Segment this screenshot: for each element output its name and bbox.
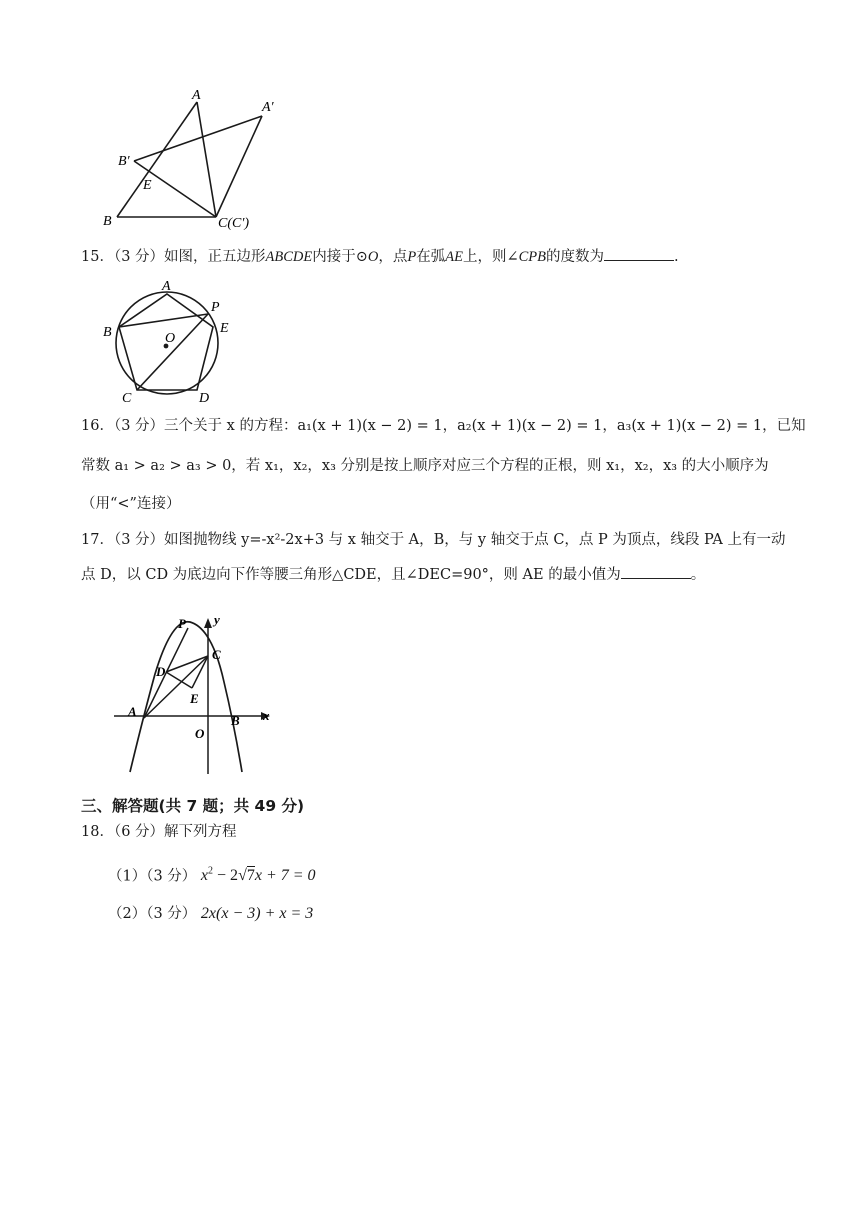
label-A: A bbox=[128, 704, 137, 719]
question-end: . bbox=[674, 249, 679, 265]
question-number: 18． bbox=[81, 824, 114, 840]
math-p: P bbox=[407, 249, 417, 265]
question-text: 三个关于 x 的方程：a₁(x + 1)(x − 2) = 1，a₂(x + 1)(x − 2) = 1，a₃(x + 1)(x − 2) = 1，已知 bbox=[164, 418, 806, 434]
section-heading: 三、解答题(共 7 题；共 49 分) bbox=[81, 797, 305, 815]
label-O: O bbox=[195, 726, 205, 741]
segment-AC bbox=[197, 102, 216, 217]
answer-blank[interactable] bbox=[604, 246, 674, 261]
part-label: （2）（3 分） bbox=[108, 906, 197, 922]
question-17-line-1 bbox=[81, 530, 786, 550]
segment-AC bbox=[144, 656, 208, 718]
math-angle-cpb: ∠CPB bbox=[506, 249, 547, 265]
sqrt-radicand: 7 bbox=[246, 867, 255, 885]
question-15 bbox=[81, 246, 679, 267]
segment-PA bbox=[144, 628, 188, 718]
question-16-line-1 bbox=[81, 416, 806, 436]
math-ae: AE bbox=[445, 249, 463, 265]
label-E: E bbox=[220, 321, 229, 336]
question-18-part-1 bbox=[108, 862, 316, 886]
figure-parabola bbox=[100, 604, 290, 782]
label-B: B bbox=[231, 713, 240, 728]
label-A-prime: A′ bbox=[262, 100, 274, 115]
equation-2: 2x(x − 3) + x = 3 bbox=[200, 905, 314, 922]
equation-var: x bbox=[200, 867, 209, 885]
question-text: ，点 bbox=[378, 249, 408, 265]
question-score: （6 分） bbox=[113, 824, 165, 840]
question-text: 解下列方程 bbox=[164, 824, 237, 840]
question-end: 。 bbox=[690, 567, 706, 583]
question-score: （3 分） bbox=[113, 532, 165, 548]
segment-A'B' bbox=[134, 116, 262, 161]
question-number: 17． bbox=[81, 532, 114, 548]
label-B: B bbox=[103, 214, 112, 229]
equation-part: − 2 bbox=[213, 867, 239, 885]
label-x: x bbox=[263, 708, 270, 723]
label-A: A bbox=[192, 88, 201, 103]
equation-exponent: 2 bbox=[208, 866, 214, 877]
question-text: 在弧 bbox=[416, 249, 446, 265]
question-score: （3 分） bbox=[113, 418, 165, 434]
label-E: E bbox=[190, 691, 199, 706]
label-C: C(C′) bbox=[218, 216, 250, 231]
question-16-line-3 bbox=[81, 494, 180, 514]
question-number: 15． bbox=[81, 249, 114, 265]
segment-A'C bbox=[216, 116, 262, 217]
question-text: 如图抛物线 y=-x²-2x+3 与 x 轴交于 A，B，与 y 轴交于点 C，点 P 为顶点，线段 PA 上有一动 bbox=[164, 532, 786, 548]
label-B-prime: B′ bbox=[118, 154, 130, 169]
label-P: P bbox=[178, 616, 186, 631]
label-D: D bbox=[156, 664, 166, 679]
parabola-curve bbox=[130, 622, 242, 772]
question-number: 16． bbox=[81, 418, 114, 434]
label-A: A bbox=[162, 279, 171, 294]
question-score: （3 分） bbox=[113, 249, 165, 265]
question-16-line-2 bbox=[81, 456, 769, 476]
question-text: 内接于 bbox=[312, 249, 356, 265]
label-B: B bbox=[103, 325, 112, 340]
question-text: 上，则 bbox=[462, 249, 507, 265]
label-P: P bbox=[211, 300, 220, 315]
label-E: E bbox=[143, 178, 152, 193]
label-D: D bbox=[199, 391, 210, 406]
question-text: 点 D，以 CD 为底边向下作等腰三角形△CDE，且∠DEC=90°，则 AE 的最小值为 bbox=[81, 567, 621, 583]
segment-PB bbox=[119, 314, 208, 327]
question-text: 常数 a₁ > a₂ > a₃ > 0，若 x₁，x₂，x₃ 分别是按上顺序对应三个方程的正根，则 x₁，x₂，x₃ 的大小顺序为 bbox=[81, 458, 769, 474]
figure-pentagon-in-circle bbox=[100, 276, 240, 406]
math-abcde: ABCDE bbox=[265, 249, 313, 265]
equation-1 bbox=[201, 867, 316, 884]
question-text: 的度数为 bbox=[546, 249, 605, 265]
label-C: C bbox=[212, 647, 221, 662]
label-y: y bbox=[214, 612, 220, 627]
figure-rotated-triangles bbox=[90, 86, 290, 234]
label-C: C bbox=[122, 391, 132, 406]
equation-part: x + 7 = 0 bbox=[254, 867, 316, 885]
segment-PC bbox=[137, 314, 208, 390]
question-18 bbox=[81, 822, 237, 842]
question-18-part-2 bbox=[108, 904, 313, 924]
part-label: （1）（3 分） bbox=[108, 868, 197, 885]
question-17-line-2 bbox=[81, 564, 705, 585]
math-circle-o: ⊙O bbox=[355, 249, 379, 265]
label-O: O bbox=[165, 331, 176, 346]
sqrt-sign: √ bbox=[238, 867, 247, 885]
question-text: 如图，正五边形 bbox=[164, 249, 266, 265]
answer-blank[interactable] bbox=[621, 564, 691, 579]
y-axis-arrow bbox=[204, 618, 212, 628]
question-text: （用“<”连接） bbox=[81, 496, 181, 512]
